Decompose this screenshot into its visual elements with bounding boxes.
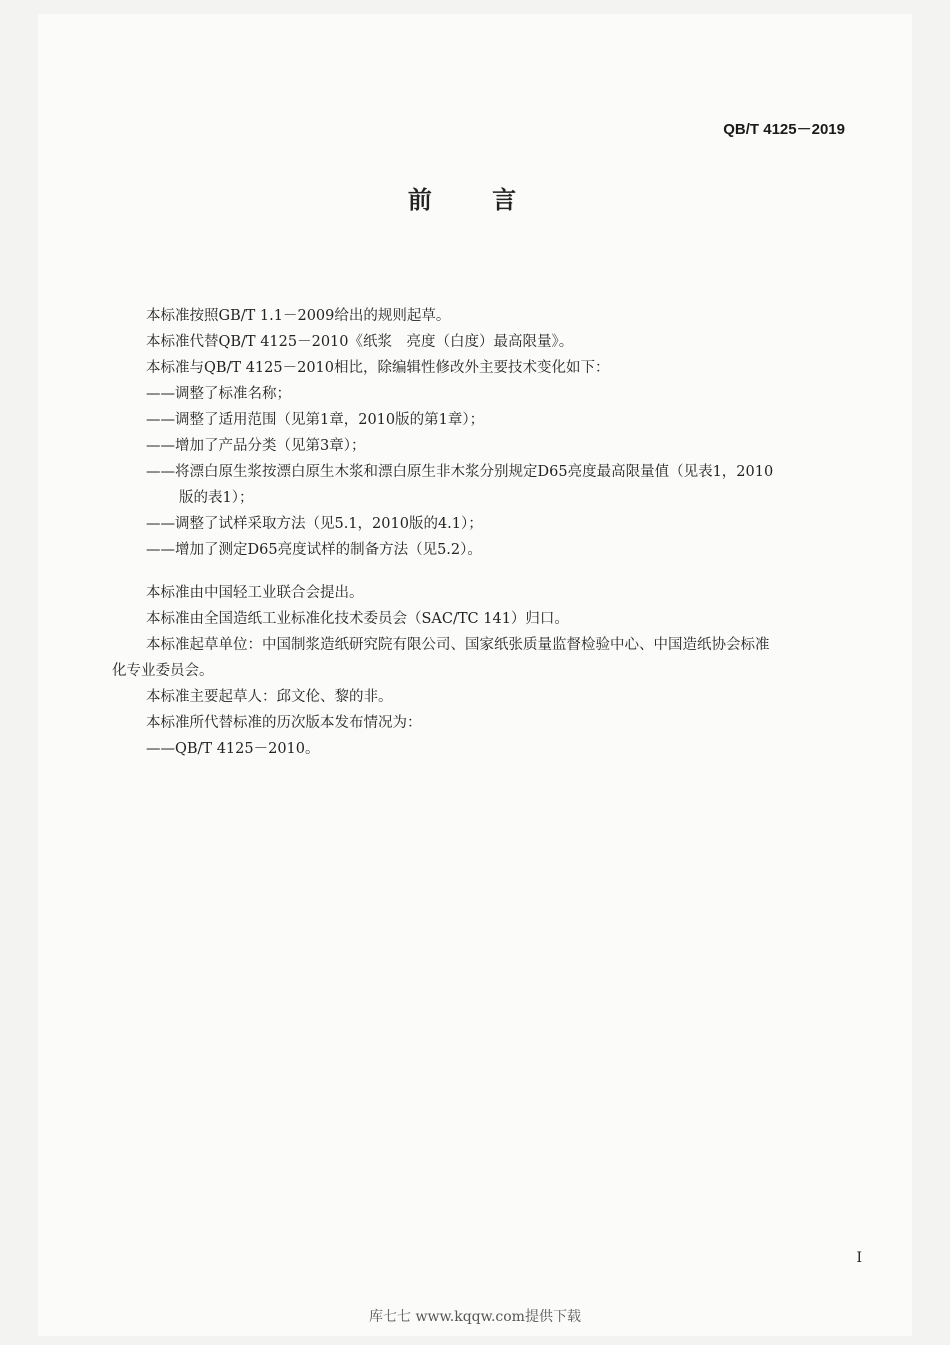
list-item: ——调整了标准名称； xyxy=(146,386,291,402)
list-item: ——调整了适用范围（见第1章，2010版的第1章）； xyxy=(146,412,485,428)
foreword-section-2 xyxy=(112,580,862,762)
foreword-section-1 xyxy=(112,303,862,563)
paragraph: 本标准按照GB/T 1.1－2009给出的规则起草。 xyxy=(146,308,451,324)
paragraph: 本标准所代替标准的历次版本发布情况为： xyxy=(146,715,422,731)
standard-number: QB/T 4125－2019 xyxy=(723,121,845,138)
paragraph: 本标准与QB/T 4125－2010相比，除编辑性修改外主要技术变化如下： xyxy=(146,360,610,376)
list-item: ——调整了试样采取方法（见5.1，2010版的4.1）； xyxy=(146,516,483,532)
list-item-continuation: 版的表1）； xyxy=(179,490,254,506)
paragraph: 本标准主要起草人：邱文伦、黎的非。 xyxy=(146,689,393,705)
list-item: ——将漂白原生浆按漂白原生木浆和漂白原生非木浆分别规定D65亮度最高限量值（见表1，2010 xyxy=(146,464,774,480)
paragraph: 本标准代替QB/T 4125－2010《纸浆 亮度（白度）最高限量》。 xyxy=(146,334,574,350)
list-item: ——增加了测定D65亮度试样的制备方法（见5.2）。 xyxy=(146,542,482,558)
paragraph: ——QB/T 4125－2010。 xyxy=(146,741,320,757)
paragraph: 本标准起草单位：中国制浆造纸研究院有限公司、国家纸张质量监督检验中心、中国造纸协会标准 xyxy=(146,637,770,653)
paragraph: 本标准由中国轻工业联合会提出。 xyxy=(146,585,364,601)
paragraph-continuation: 化专业委员会。 xyxy=(112,663,214,679)
list-item: ——增加了产品分类（见第3章）； xyxy=(146,438,366,454)
page-number: I xyxy=(856,1250,862,1266)
download-footer: 库七七 www.kqqw.com提供下载 xyxy=(369,1309,581,1325)
page-title: 前 言 xyxy=(407,186,543,214)
paragraph: 本标准由全国造纸工业标准化技术委员会（SAC/TC 141）归口。 xyxy=(146,611,569,627)
